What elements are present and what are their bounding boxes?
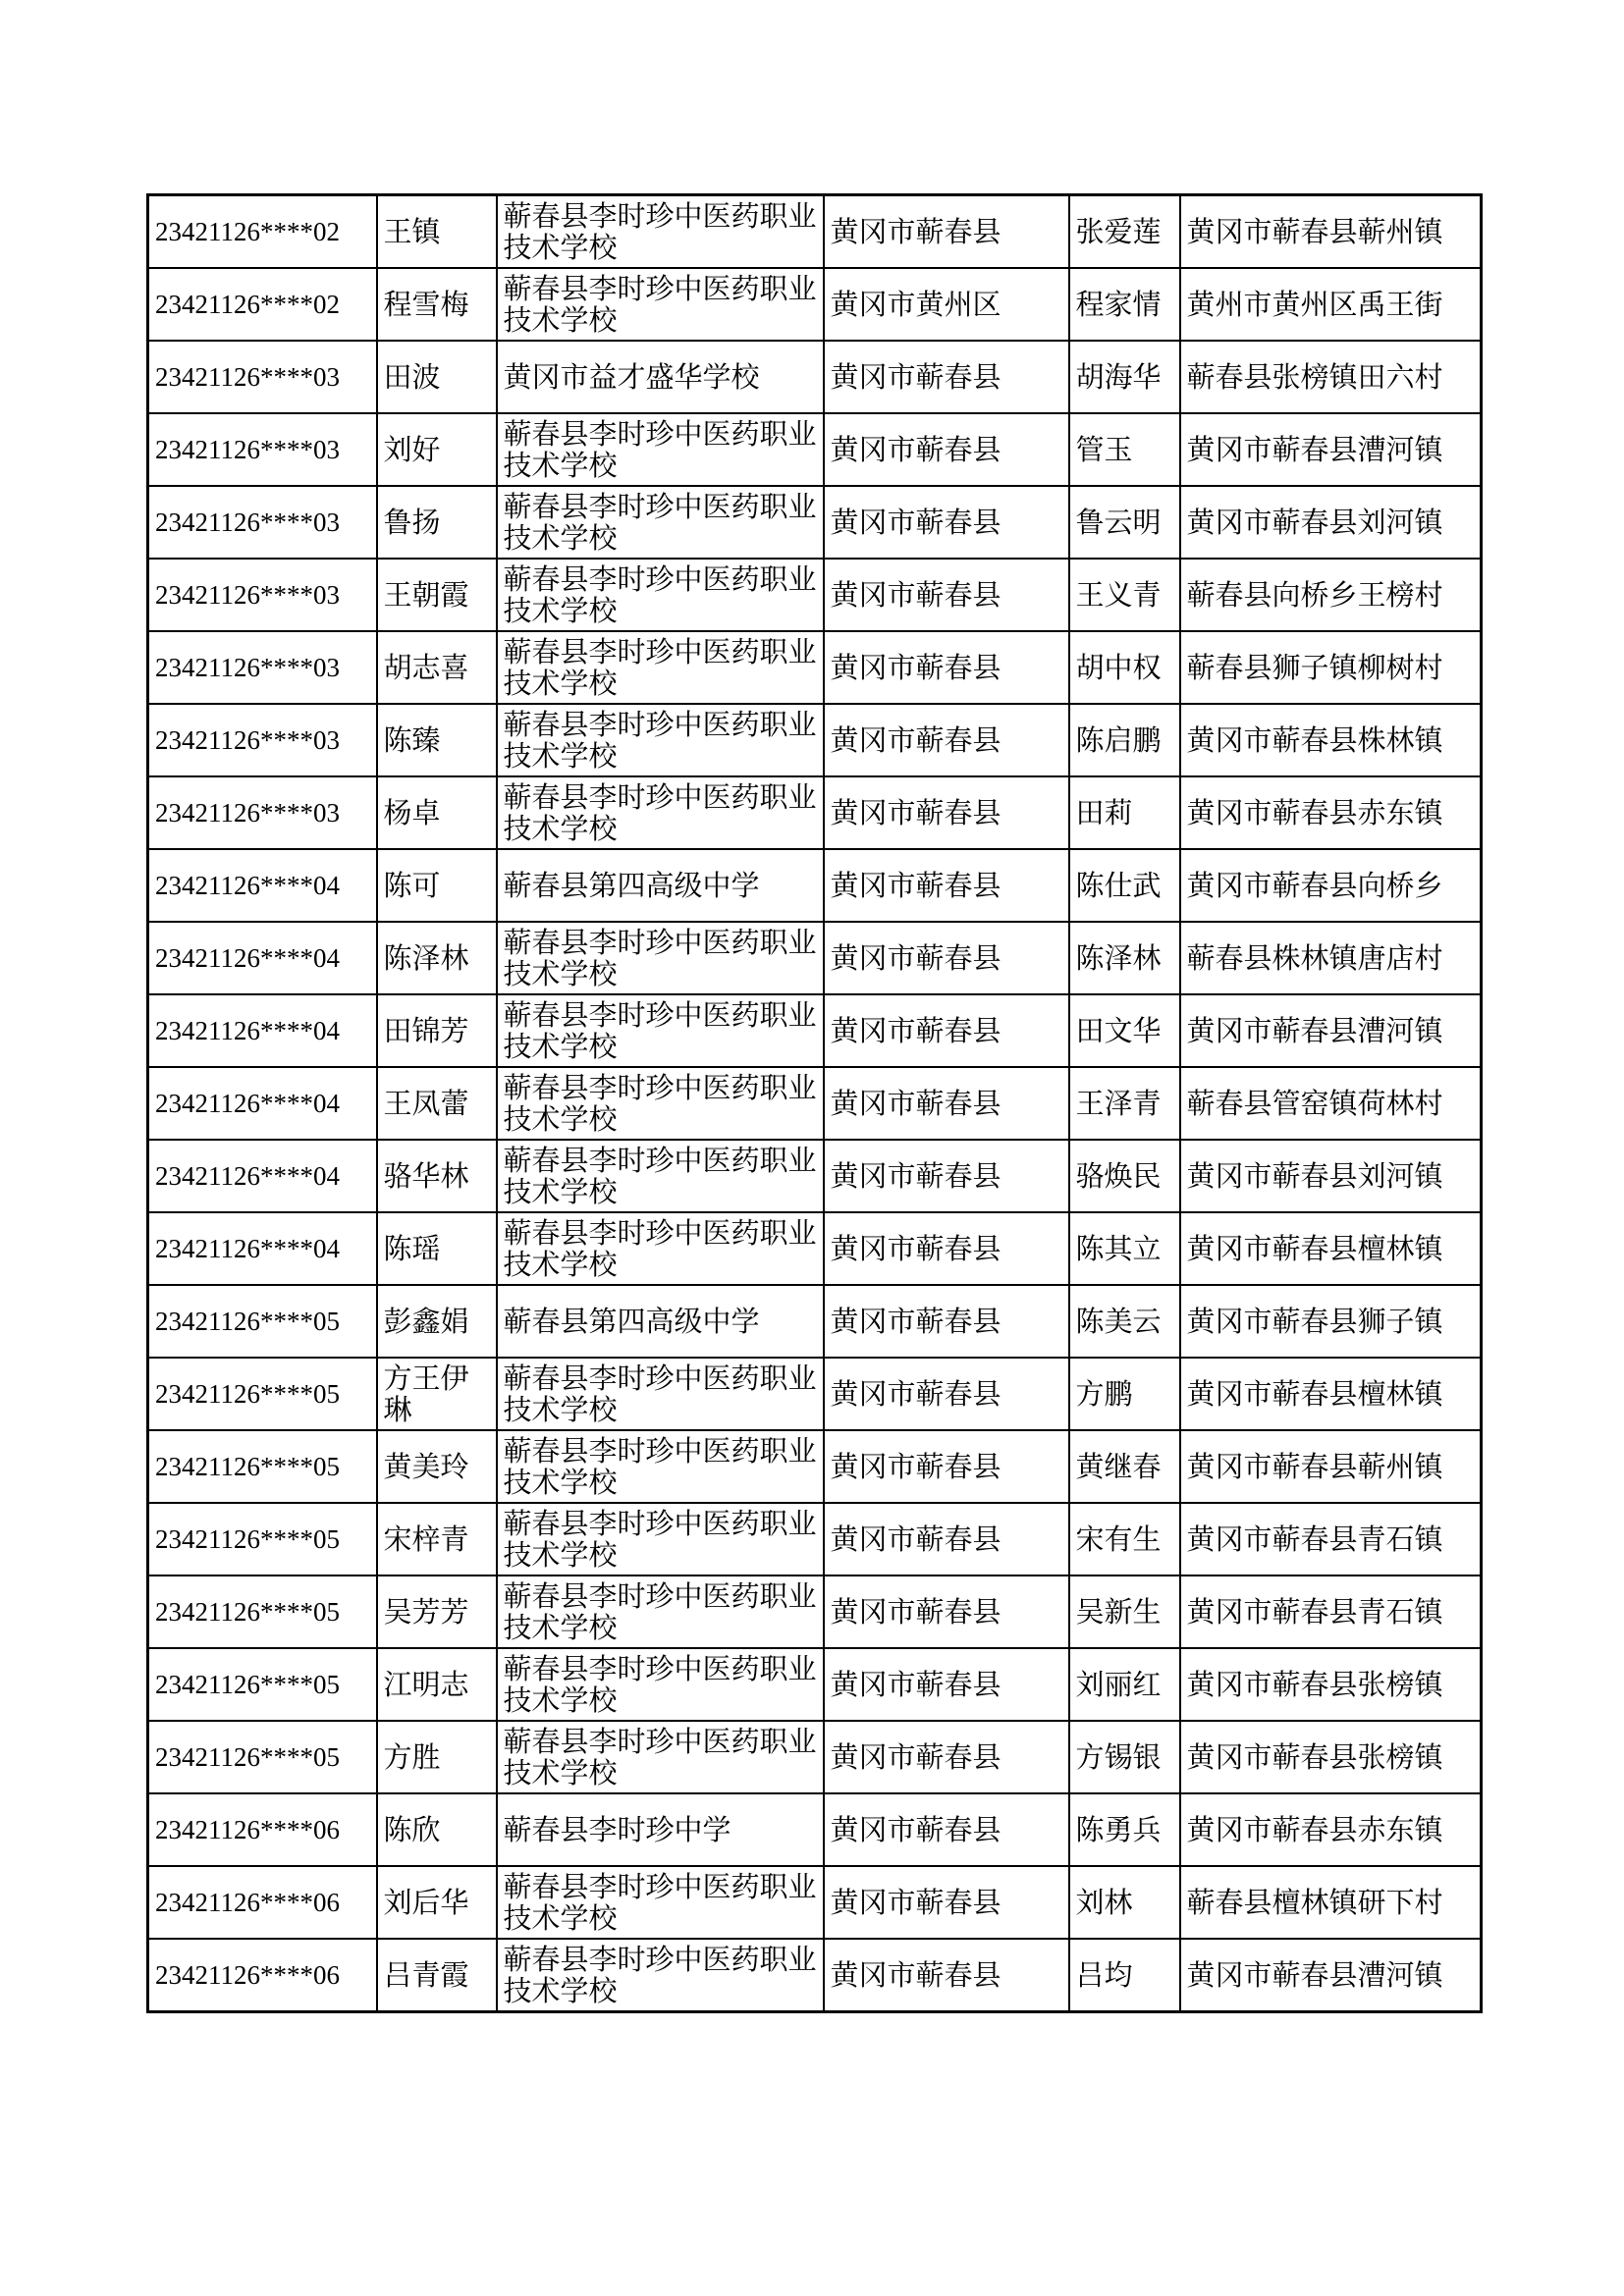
cell-id-number: 23421126****04 (148, 1067, 377, 1140)
cell-guardian-name: 程家情 (1069, 268, 1180, 341)
cell-address: 黄冈市蕲春县张榜镇 (1180, 1648, 1482, 1721)
cell-guardian-name: 方鹏 (1069, 1358, 1180, 1430)
cell-school: 黄冈市益才盛华学校 (497, 341, 824, 413)
cell-address: 黄州市黄州区禹王街 (1180, 268, 1482, 341)
cell-region: 黄冈市蕲春县 (824, 1430, 1069, 1503)
table-row (148, 1067, 1482, 1140)
cell-id-number: 23421126****05 (148, 1285, 377, 1358)
cell-student-name: 胡志喜 (377, 631, 497, 704)
cell-school: 蕲春县第四高级中学 (497, 1285, 824, 1358)
cell-id-number: 23421126****03 (148, 776, 377, 849)
cell-guardian-name: 管玉 (1069, 413, 1180, 486)
cell-student-name: 宋梓青 (377, 1503, 497, 1575)
cell-id-number: 23421126****05 (148, 1575, 377, 1648)
cell-student-name: 王凤蕾 (377, 1067, 497, 1140)
table-row (148, 413, 1482, 486)
cell-guardian-name: 陈其立 (1069, 1212, 1180, 1285)
cell-region: 黄冈市蕲春县 (824, 1575, 1069, 1648)
cell-guardian-name: 陈仕武 (1069, 849, 1180, 922)
cell-address: 黄冈市蕲春县张榜镇 (1180, 1721, 1482, 1793)
cell-region: 黄冈市黄州区 (824, 268, 1069, 341)
cell-region: 黄冈市蕲春县 (824, 704, 1069, 776)
table-row (148, 849, 1482, 922)
table-row (148, 1358, 1482, 1430)
cell-school: 蕲春县李时珍中医药职业技术学校 (497, 631, 824, 704)
cell-id-number: 23421126****05 (148, 1503, 377, 1575)
cell-region: 黄冈市蕲春县 (824, 1212, 1069, 1285)
cell-address: 黄冈市蕲春县刘河镇 (1180, 486, 1482, 559)
cell-region: 黄冈市蕲春县 (824, 849, 1069, 922)
cell-address: 黄冈市蕲春县狮子镇 (1180, 1285, 1482, 1358)
table-row (148, 704, 1482, 776)
cell-student-name: 骆华林 (377, 1140, 497, 1212)
table-row (148, 631, 1482, 704)
cell-guardian-name: 胡中权 (1069, 631, 1180, 704)
cell-region: 黄冈市蕲春县 (824, 1721, 1069, 1793)
cell-region: 黄冈市蕲春县 (824, 922, 1069, 994)
table-row (148, 1575, 1482, 1648)
cell-id-number: 23421126****05 (148, 1648, 377, 1721)
table-row (148, 1140, 1482, 1212)
cell-address: 蕲春县狮子镇柳树村 (1180, 631, 1482, 704)
table-row (148, 1939, 1482, 2012)
cell-id-number: 23421126****06 (148, 1866, 377, 1939)
cell-school: 蕲春县李时珍中医药职业技术学校 (497, 1358, 824, 1430)
cell-id-number: 23421126****02 (148, 268, 377, 341)
table-row (148, 1503, 1482, 1575)
cell-school: 蕲春县李时珍中医药职业技术学校 (497, 994, 824, 1067)
cell-guardian-name: 田莉 (1069, 776, 1180, 849)
roster-table (146, 193, 1483, 2013)
cell-guardian-name: 黄继春 (1069, 1430, 1180, 1503)
table-row (148, 776, 1482, 849)
cell-id-number: 23421126****03 (148, 486, 377, 559)
cell-student-name: 陈欣 (377, 1793, 497, 1866)
cell-guardian-name: 陈勇兵 (1069, 1793, 1180, 1866)
cell-address: 黄冈市蕲春县向桥乡 (1180, 849, 1482, 922)
cell-school: 蕲春县李时珍中医药职业技术学校 (497, 776, 824, 849)
cell-id-number: 23421126****03 (148, 704, 377, 776)
cell-region: 黄冈市蕲春县 (824, 486, 1069, 559)
cell-guardian-name: 吕均 (1069, 1939, 1180, 2012)
cell-guardian-name: 骆焕民 (1069, 1140, 1180, 1212)
cell-address: 蕲春县管窑镇荷林村 (1180, 1067, 1482, 1140)
cell-guardian-name: 鲁云明 (1069, 486, 1180, 559)
cell-id-number: 23421126****03 (148, 341, 377, 413)
cell-address: 蕲春县檀林镇研下村 (1180, 1866, 1482, 1939)
roster-body (148, 195, 1482, 2012)
cell-address: 黄冈市蕲春县漕河镇 (1180, 1939, 1482, 2012)
cell-address: 黄冈市蕲春县漕河镇 (1180, 413, 1482, 486)
cell-region: 黄冈市蕲春县 (824, 1648, 1069, 1721)
cell-student-name: 陈可 (377, 849, 497, 922)
cell-region: 黄冈市蕲春县 (824, 1140, 1069, 1212)
cell-school: 蕲春县李时珍中医药职业技术学校 (497, 195, 824, 269)
cell-school: 蕲春县李时珍中医药职业技术学校 (497, 1939, 824, 2012)
table-row (148, 1285, 1482, 1358)
cell-school: 蕲春县李时珍中医药职业技术学校 (497, 413, 824, 486)
cell-address: 黄冈市蕲春县刘河镇 (1180, 1140, 1482, 1212)
cell-student-name: 方王伊琳 (377, 1358, 497, 1430)
cell-school: 蕲春县李时珍中医药职业技术学校 (497, 1721, 824, 1793)
cell-guardian-name: 王义青 (1069, 559, 1180, 631)
cell-student-name: 王朝霞 (377, 559, 497, 631)
table-row (148, 1648, 1482, 1721)
cell-guardian-name: 宋有生 (1069, 1503, 1180, 1575)
cell-id-number: 23421126****05 (148, 1430, 377, 1503)
cell-school: 蕲春县李时珍中医药职业技术学校 (497, 268, 824, 341)
table-row (148, 1212, 1482, 1285)
cell-guardian-name: 田文华 (1069, 994, 1180, 1067)
cell-address: 黄冈市蕲春县赤东镇 (1180, 776, 1482, 849)
cell-id-number: 23421126****04 (148, 994, 377, 1067)
cell-student-name: 陈瑶 (377, 1212, 497, 1285)
cell-id-number: 23421126****04 (148, 1140, 377, 1212)
cell-address: 黄冈市蕲春县漕河镇 (1180, 994, 1482, 1067)
cell-id-number: 23421126****02 (148, 195, 377, 269)
cell-address: 蕲春县向桥乡王榜村 (1180, 559, 1482, 631)
table-row (148, 1721, 1482, 1793)
cell-student-name: 杨卓 (377, 776, 497, 849)
table-row (148, 268, 1482, 341)
cell-id-number: 23421126****04 (148, 922, 377, 994)
cell-school: 蕲春县第四高级中学 (497, 849, 824, 922)
cell-guardian-name: 王泽青 (1069, 1067, 1180, 1140)
cell-guardian-name: 陈美云 (1069, 1285, 1180, 1358)
cell-id-number: 23421126****05 (148, 1358, 377, 1430)
cell-guardian-name: 胡海华 (1069, 341, 1180, 413)
cell-id-number: 23421126****04 (148, 1212, 377, 1285)
table-row (148, 341, 1482, 413)
cell-school: 蕲春县李时珍中医药职业技术学校 (497, 1067, 824, 1140)
cell-address: 蕲春县张榜镇田六村 (1180, 341, 1482, 413)
cell-student-name: 陈泽林 (377, 922, 497, 994)
cell-guardian-name: 陈启鹏 (1069, 704, 1180, 776)
cell-id-number: 23421126****06 (148, 1939, 377, 2012)
cell-school: 蕲春县李时珍中医药职业技术学校 (497, 559, 824, 631)
cell-region: 黄冈市蕲春县 (824, 195, 1069, 269)
table-row (148, 1430, 1482, 1503)
cell-school: 蕲春县李时珍中医药职业技术学校 (497, 922, 824, 994)
cell-student-name: 田锦芳 (377, 994, 497, 1067)
cell-id-number: 23421126****03 (148, 559, 377, 631)
cell-student-name: 程雪梅 (377, 268, 497, 341)
cell-region: 黄冈市蕲春县 (824, 1067, 1069, 1140)
cell-address: 黄冈市蕲春县青石镇 (1180, 1575, 1482, 1648)
cell-guardian-name: 吴新生 (1069, 1575, 1180, 1648)
cell-region: 黄冈市蕲春县 (824, 1503, 1069, 1575)
cell-address: 黄冈市蕲春县蕲州镇 (1180, 195, 1482, 269)
cell-student-name: 刘好 (377, 413, 497, 486)
cell-school: 蕲春县李时珍中医药职业技术学校 (497, 704, 824, 776)
cell-student-name: 吴芳芳 (377, 1575, 497, 1648)
cell-school: 蕲春县李时珍中医药职业技术学校 (497, 1866, 824, 1939)
cell-id-number: 23421126****03 (148, 413, 377, 486)
cell-school: 蕲春县李时珍中医药职业技术学校 (497, 1503, 824, 1575)
cell-id-number: 23421126****03 (148, 631, 377, 704)
cell-student-name: 方胜 (377, 1721, 497, 1793)
cell-id-number: 23421126****06 (148, 1793, 377, 1866)
cell-region: 黄冈市蕲春县 (824, 994, 1069, 1067)
table-row (148, 922, 1482, 994)
table-row (148, 486, 1482, 559)
cell-region: 黄冈市蕲春县 (824, 1793, 1069, 1866)
table-row (148, 195, 1482, 269)
cell-region: 黄冈市蕲春县 (824, 413, 1069, 486)
cell-student-name: 彭鑫娟 (377, 1285, 497, 1358)
cell-region: 黄冈市蕲春县 (824, 1866, 1069, 1939)
cell-student-name: 王镇 (377, 195, 497, 269)
cell-region: 黄冈市蕲春县 (824, 631, 1069, 704)
cell-student-name: 黄美玲 (377, 1430, 497, 1503)
cell-student-name: 江明志 (377, 1648, 497, 1721)
cell-address: 黄冈市蕲春县株林镇 (1180, 704, 1482, 776)
cell-guardian-name: 陈泽林 (1069, 922, 1180, 994)
cell-address: 黄冈市蕲春县赤东镇 (1180, 1793, 1482, 1866)
cell-address: 蕲春县株林镇唐店村 (1180, 922, 1482, 994)
cell-id-number: 23421126****04 (148, 849, 377, 922)
table-row (148, 994, 1482, 1067)
table-row (148, 559, 1482, 631)
cell-school: 蕲春县李时珍中医药职业技术学校 (497, 1648, 824, 1721)
cell-region: 黄冈市蕲春县 (824, 1358, 1069, 1430)
cell-region: 黄冈市蕲春县 (824, 1285, 1069, 1358)
table-row (148, 1793, 1482, 1866)
cell-region: 黄冈市蕲春县 (824, 1939, 1069, 2012)
cell-guardian-name: 刘丽红 (1069, 1648, 1180, 1721)
cell-guardian-name: 张爱莲 (1069, 195, 1180, 269)
cell-student-name: 陈臻 (377, 704, 497, 776)
cell-school: 蕲春县李时珍中医药职业技术学校 (497, 1430, 824, 1503)
cell-school: 蕲春县李时珍中医药职业技术学校 (497, 1140, 824, 1212)
cell-school: 蕲春县李时珍中医药职业技术学校 (497, 1212, 824, 1285)
cell-student-name: 鲁扬 (377, 486, 497, 559)
table-row (148, 1866, 1482, 1939)
cell-school: 蕲春县李时珍中医药职业技术学校 (497, 486, 824, 559)
cell-guardian-name: 方锡银 (1069, 1721, 1180, 1793)
cell-school: 蕲春县李时珍中学 (497, 1793, 824, 1866)
cell-student-name: 吕青霞 (377, 1939, 497, 2012)
cell-address: 黄冈市蕲春县檀林镇 (1180, 1358, 1482, 1430)
cell-school: 蕲春县李时珍中医药职业技术学校 (497, 1575, 824, 1648)
cell-address: 黄冈市蕲春县檀林镇 (1180, 1212, 1482, 1285)
cell-address: 黄冈市蕲春县蕲州镇 (1180, 1430, 1482, 1503)
cell-id-number: 23421126****05 (148, 1721, 377, 1793)
cell-guardian-name: 刘林 (1069, 1866, 1180, 1939)
cell-student-name: 田波 (377, 341, 497, 413)
cell-region: 黄冈市蕲春县 (824, 559, 1069, 631)
cell-region: 黄冈市蕲春县 (824, 341, 1069, 413)
cell-address: 黄冈市蕲春县青石镇 (1180, 1503, 1482, 1575)
cell-region: 黄冈市蕲春县 (824, 776, 1069, 849)
cell-student-name: 刘后华 (377, 1866, 497, 1939)
